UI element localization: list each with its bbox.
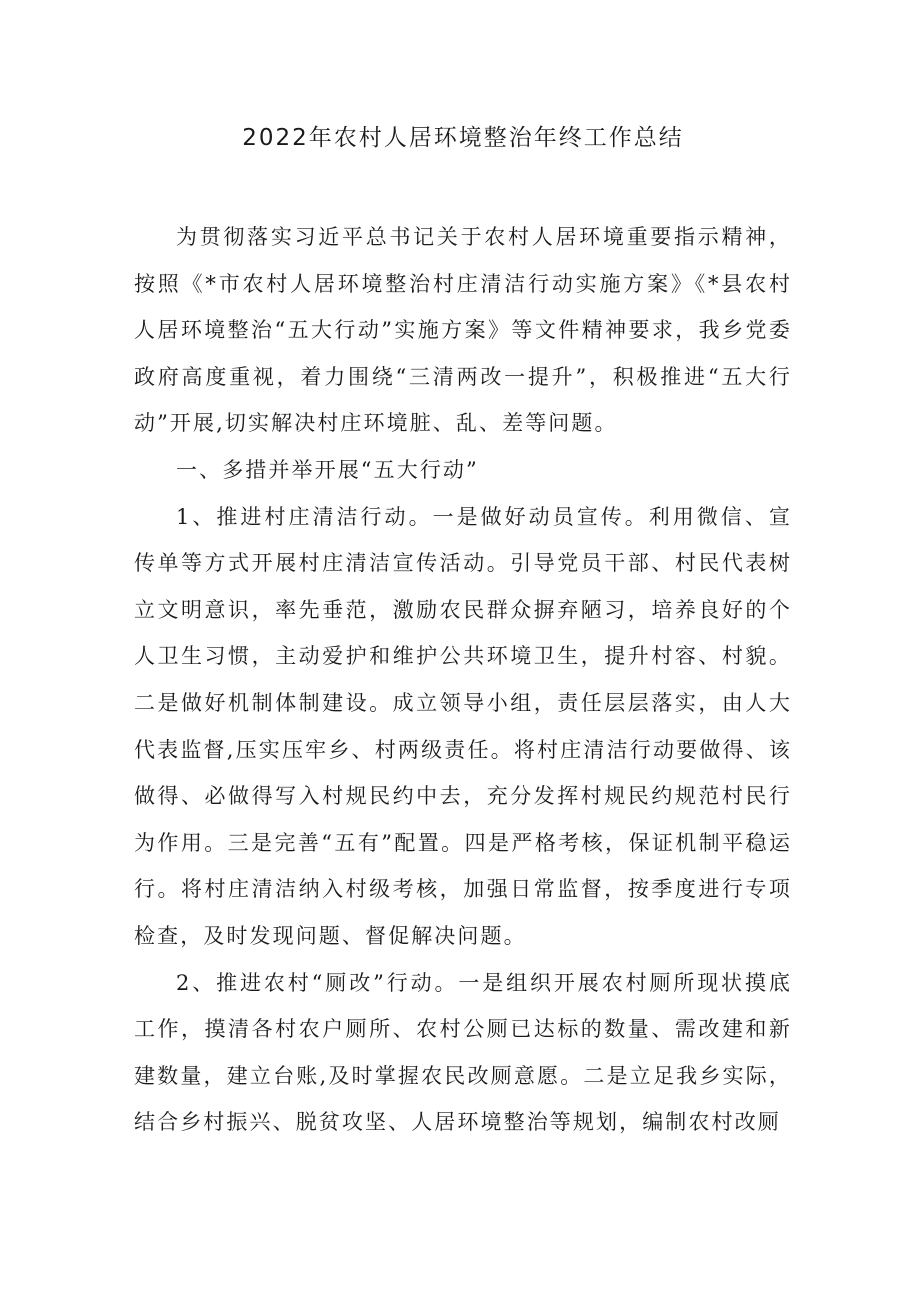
paragraph-toilet-reform: 2、推进农村“厕改”行动。一是组织开展农村厕所现状摸底工作，摸清各村农户厕所、农村公厕已达标的数量、需改建和新建数量，建立台账,及时掌握农民改厕意愿。二是立足我乡实际，结合乡村振兴、脱贫攻坚、人居环境整治等规划，编制农村改厕 xyxy=(134,970,792,1135)
document-title: 2022年农村人居环境整治年终工作总结 xyxy=(242,125,684,151)
paragraph-intro: 为贯彻落实习近平总书记关于农村人居环境重要指示精神，按照《*市农村人居环境整治村庄清洁行动实施方案》《*县农村人居环境整治“五大行动”实施方案》等文件精神要求，我乡党委政府高度重视，着力围绕“三清两改一提升”，积极推进“五大行动”开展,切实解决村庄环境脏、乱、差等问题。 xyxy=(134,225,792,436)
paragraph-village-cleaning: 1、推进村庄清洁行动。一是做好动员宣传。利用微信、宣传单等方式开展村庄清洁宣传活动。引导党员干部、村民代表树立文明意识，率先垂范，激励农民群众摒弃陋习，培养良好的个人卫生习惯，主动爱护和维护公共环境卫生，提升村容、村貌。二是做好机制体制建设。成立领导小组，责任层层落实，由人大代表监督,压实压牢乡、村两级责任。将村庄清洁行动要做得、该做得、必做得写入村规民约中去，充分发挥村规民约规范村民行为作用。三是完善“五有”配置。四是严格考核，保证机制平稳运行。将村庄清洁纳入村级考核，加强日常监督，按季度进行专项检查，及时发现问题、督促解决问题。 xyxy=(134,504,792,948)
section-heading-1: 一、多措并举开展“五大行动” xyxy=(176,457,479,482)
